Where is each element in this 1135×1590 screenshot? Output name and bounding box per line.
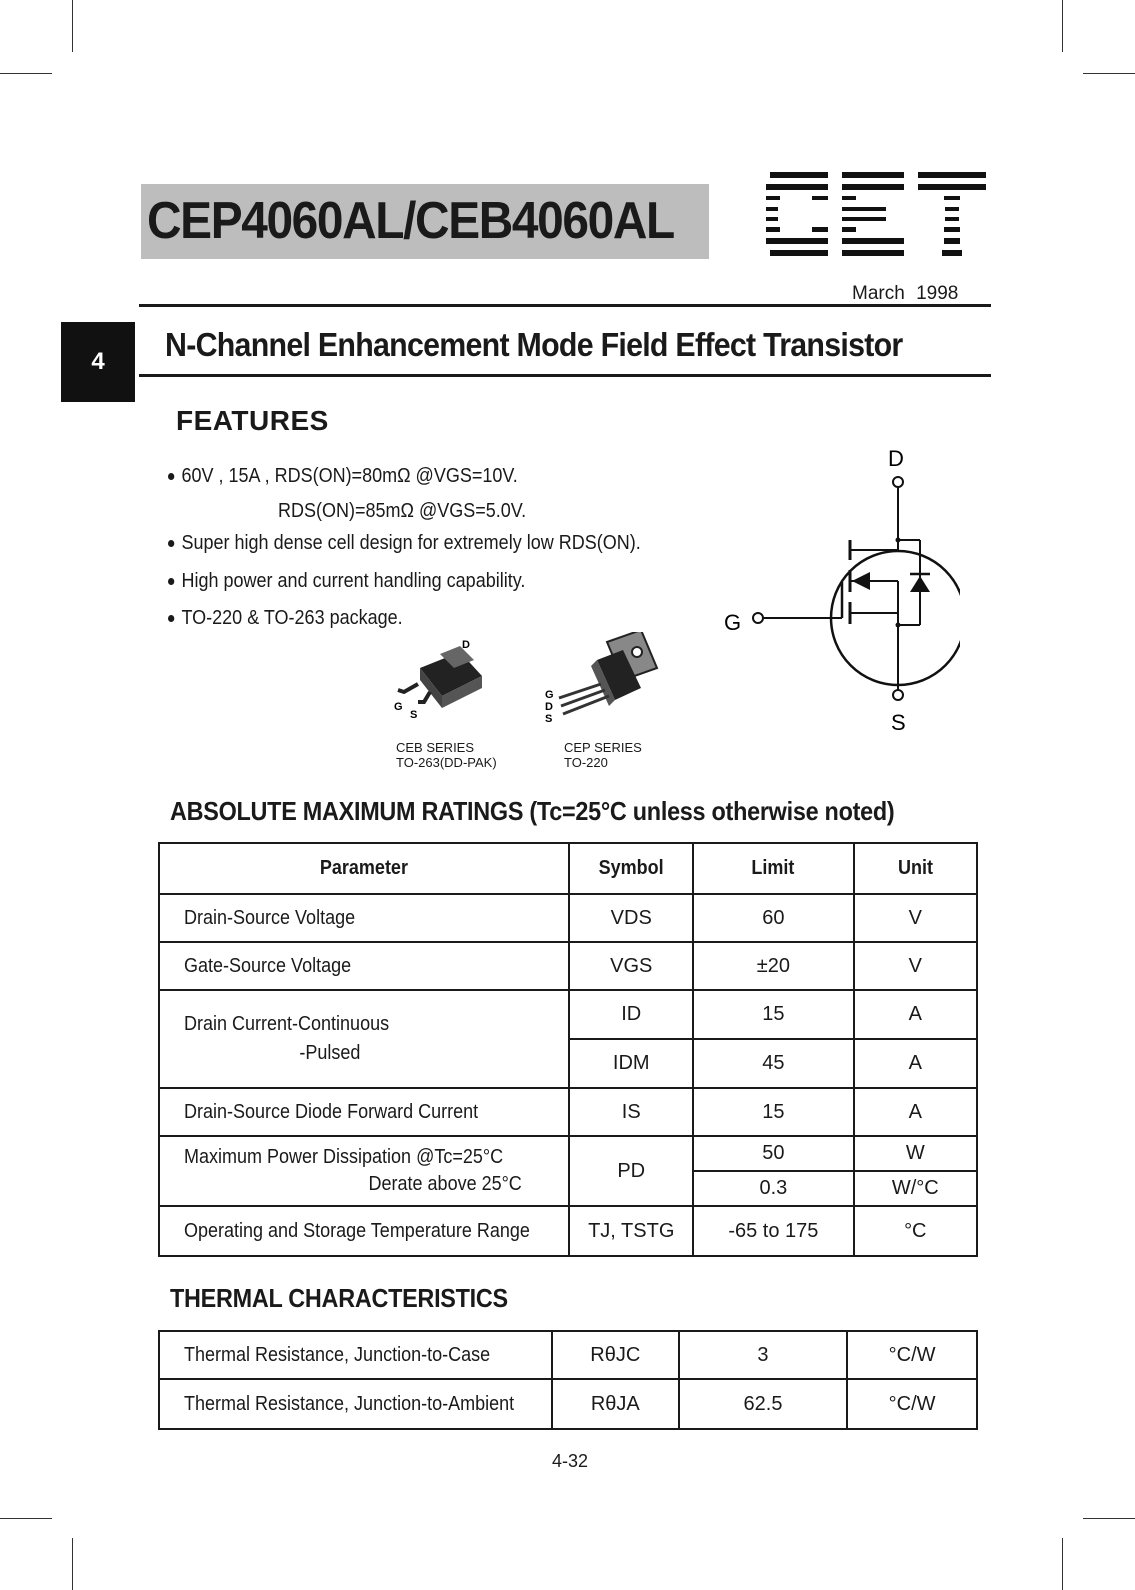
crop-mark	[0, 1518, 52, 1519]
crop-mark	[72, 1538, 73, 1590]
svg-text:S: S	[545, 713, 553, 725]
column-header: Symbol	[569, 843, 693, 894]
gate-label: G	[724, 610, 742, 635]
crop-mark	[1083, 1518, 1135, 1519]
svg-text:G: G	[394, 701, 403, 713]
table-row: Maximum Power Dissipation @Tc=25°C Derate above 25°C PD 50 W	[159, 1136, 977, 1171]
svg-text:D: D	[462, 640, 470, 651]
column-header: Limit	[693, 843, 853, 894]
ratings-table	[158, 842, 978, 1257]
table-row: IDM 45 A	[159, 1039, 977, 1088]
top-rule	[139, 304, 991, 307]
subtitle-rule	[139, 374, 991, 377]
feature-item: Super high dense cell design for extremely low RDS(ON).	[168, 532, 641, 555]
table-row: Gate-Source Voltage VGS ±20 V	[159, 942, 977, 990]
features-heading: FEATURES	[176, 405, 329, 436]
crop-mark	[1062, 0, 1063, 52]
thermal-table	[158, 1330, 978, 1430]
ratings-heading: ABSOLUTE MAXIMUM RATINGS (Tc=25°C unless otherwise noted)	[170, 796, 895, 826]
crop-mark	[0, 73, 52, 74]
package-label-cep: CEP SERIES TO-220	[564, 740, 642, 770]
table-header-row	[159, 843, 977, 894]
crop-mark	[1083, 73, 1135, 74]
source-label: S	[891, 710, 906, 735]
bullet-icon	[168, 540, 174, 547]
page-title: CEP4060AL/CEB4060AL	[147, 192, 674, 250]
svg-text:G: G	[545, 689, 554, 701]
feature-item: 60V , 15A , RDS(ON)=80mΩ @VGS=10V.	[168, 465, 518, 488]
column-header: Parameter	[159, 843, 569, 894]
bullet-icon	[168, 473, 174, 480]
bullet-icon	[168, 615, 174, 622]
mosfet-symbol	[720, 440, 960, 740]
thermal-heading: THERMAL CHARACTERISTICS	[170, 1283, 508, 1313]
table-row: Thermal Resistance, Junction-to-Ambient RθJA 62.5 °C/W	[159, 1379, 977, 1429]
column-header: Unit	[854, 843, 977, 894]
to263-package-illustration	[390, 640, 500, 732]
crop-mark	[1062, 1538, 1063, 1590]
feature-item: RDS(ON)=85mΩ @VGS=5.0V.	[278, 500, 527, 522]
crop-mark	[72, 0, 73, 52]
table-row: Drain Current-Continuous -Pulsed ID 15 A	[159, 990, 977, 1039]
date: March 1998	[852, 283, 959, 304]
feature-item: TO-220 & TO-263 package.	[168, 607, 403, 630]
to220-package-illustration	[545, 632, 665, 732]
table-row: Thermal Resistance, Junction-to-Case RθJC 3 °C/W	[159, 1331, 977, 1379]
package-label-ceb: CEB SERIES TO-263(DD-PAK)	[396, 740, 497, 770]
table-row: Drain-Source Diode Forward Current IS 15 A	[159, 1088, 977, 1136]
page-number: 4-32	[552, 1451, 589, 1471]
subtitle: N-Channel Enhancement Mode Field Effect Transistor	[165, 326, 903, 363]
svg-text:D: D	[545, 701, 553, 713]
svg-text:S: S	[410, 709, 418, 721]
section-tab: 4	[61, 322, 135, 402]
cet-logo	[766, 170, 990, 260]
drain-label: D	[888, 446, 904, 471]
feature-item: High power and current handling capability.	[168, 570, 525, 593]
table-row: Drain-Source Voltage VDS 60 V	[159, 894, 977, 942]
bullet-icon	[168, 578, 174, 585]
logo-text: CET	[766, 170, 768, 171]
table-row: 0.3 W/°C	[159, 1171, 977, 1206]
table-row: Operating and Storage Temperature Range TJ, TSTG -65 to 175 °C	[159, 1206, 977, 1256]
